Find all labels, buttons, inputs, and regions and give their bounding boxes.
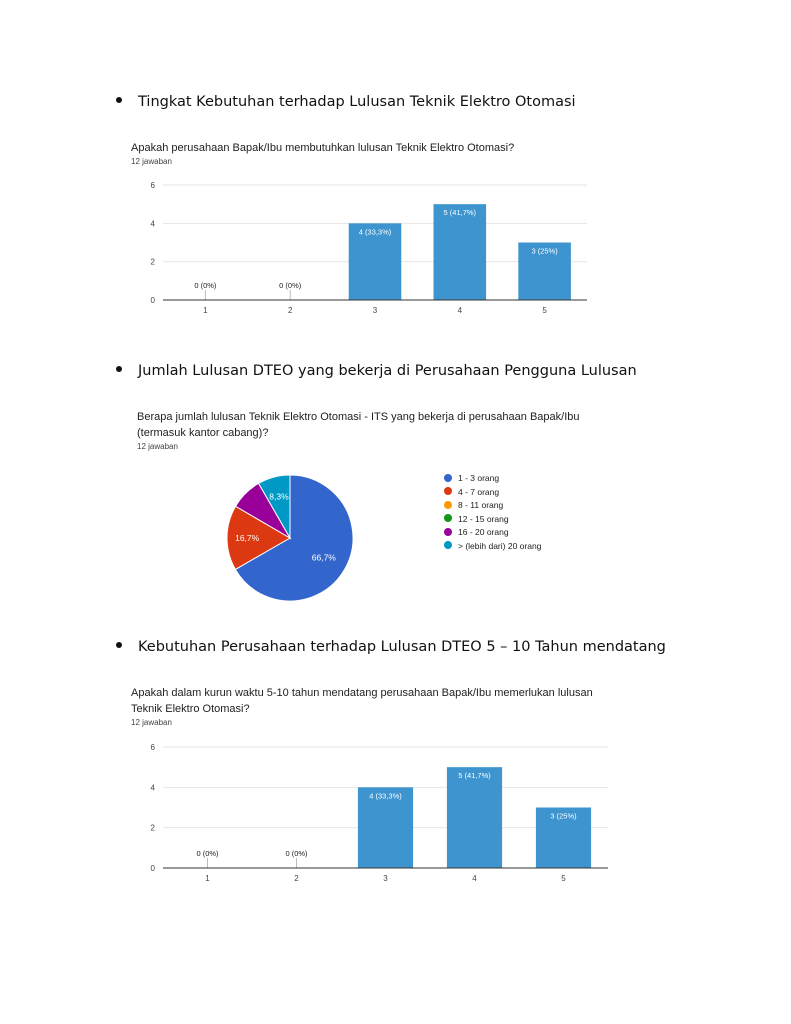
legend-swatch-icon (444, 474, 452, 482)
bullet-dot (116, 366, 122, 372)
y-tick-label: 4 (150, 783, 155, 793)
y-tick-label: 4 (150, 219, 155, 229)
chart-1-question: Apakah perusahaan Bapak/Ibu membutuhkan lulusan Teknik Elektro Otomasi? (131, 142, 515, 154)
legend-item (444, 499, 541, 513)
y-tick-label: 2 (150, 823, 155, 833)
section-2-heading (116, 363, 637, 379)
section-1-heading-text: Tingkat Kebutuhan terhadap Lulusan Teknik Elektro Otomasi (138, 94, 576, 110)
bar-data-label: 4 (33,3%) (358, 227, 392, 237)
bar-data-label: 4 (33,3%) (369, 791, 402, 801)
section-3-heading (116, 639, 666, 655)
chart-3-question-line-1: Apakah dalam kurun waktu 5-10 tahun mendatang perusahaan Bapak/Ibu memerlukan lulusan (131, 687, 593, 699)
legend-item (444, 526, 541, 540)
bullet-dot (116, 642, 122, 648)
bar (447, 767, 502, 868)
chart-2-question-line-2: (termasuk kantor cabang)? (137, 427, 269, 439)
x-tick-label: 3 (372, 306, 378, 315)
x-tick-label: 5 (542, 306, 547, 315)
x-tick-label: 4 (457, 306, 463, 315)
x-tick-label: 1 (203, 306, 208, 315)
pie-legend (444, 472, 541, 553)
x-tick-label: 3 (383, 874, 388, 883)
bullet-dot (116, 97, 122, 103)
bar-data-label: 3 (25%) (531, 246, 558, 256)
legend-label: 4 - 7 orang (458, 486, 500, 497)
bar-data-label: 5 (41,7%) (458, 771, 491, 781)
legend-item (444, 472, 541, 486)
bar-chart-1 (120, 175, 600, 320)
chart-1-response-count: 12 jawaban (131, 157, 172, 166)
y-tick-label: 2 (150, 257, 155, 267)
legend-swatch-icon (444, 528, 452, 536)
bar-data-label: 0 (0%) (285, 849, 308, 858)
section-3-heading-text: Kebutuhan Perusahaan terhadap Lulusan DTEO 5 – 10 Tahun mendatang (138, 639, 666, 655)
chart-1-header (131, 140, 514, 166)
chart-2-response-count: 12 jawaban (137, 442, 178, 451)
chart-3-response-count: 12 jawaban (131, 718, 172, 727)
legend-label: 16 - 20 orang (458, 527, 509, 537)
legend-label: 8 - 11 orang (458, 500, 504, 510)
bar-data-label: 0 (0%) (194, 281, 217, 290)
y-tick-label: 0 (150, 296, 155, 305)
chart-3-question-line-2: Teknik Elektro Otomasi? (131, 703, 250, 715)
pie-slice-label: 8,3% (269, 491, 289, 502)
y-tick-label: 6 (150, 743, 155, 752)
bar (434, 204, 487, 300)
x-tick-label: 5 (561, 874, 566, 883)
legend-label: 12 - 15 orang (458, 513, 509, 524)
legend-swatch-icon (444, 487, 452, 495)
legend-label: 1 - 3 orang (458, 473, 500, 483)
legend-item (444, 513, 541, 527)
pie-slice-label: 66,7% (311, 552, 336, 563)
x-tick-label: 4 (472, 874, 477, 883)
bar-chart-2 (128, 737, 618, 887)
x-tick-label: 2 (294, 874, 299, 883)
bar-data-label: 5 (41,7%) (443, 208, 477, 218)
y-tick-label: 6 (150, 181, 155, 190)
section-2-heading-text: Jumlah Lulusan DTEO yang bekerja di Perusahaan Pengguna Lulusan (138, 363, 637, 379)
legend-item (444, 486, 541, 500)
legend-swatch-icon (444, 514, 452, 522)
chart-3-header (131, 685, 593, 727)
legend-swatch-icon (444, 541, 452, 549)
x-tick-label: 1 (205, 874, 210, 883)
x-tick-label: 2 (287, 306, 293, 315)
bar-data-label: 0 (0%) (196, 849, 219, 858)
bar-data-label: 3 (25%) (550, 811, 577, 821)
chart-2-header (137, 409, 580, 451)
legend-swatch-icon (444, 501, 452, 509)
legend-item (444, 540, 541, 554)
chart-2-question-line-1: Berapa jumlah lulusan Teknik Elektro Otomasi - ITS yang bekerja di perusahaan Bapak/Ibu (137, 411, 580, 423)
pie-chart (220, 468, 360, 608)
bar-data-label: 0 (0%) (279, 281, 302, 290)
section-1-heading (116, 94, 576, 110)
pie-slice-label: 16,7% (235, 532, 260, 543)
legend-label: > (lebih dari) 20 orang (458, 540, 542, 551)
y-tick-label: 0 (150, 864, 155, 873)
